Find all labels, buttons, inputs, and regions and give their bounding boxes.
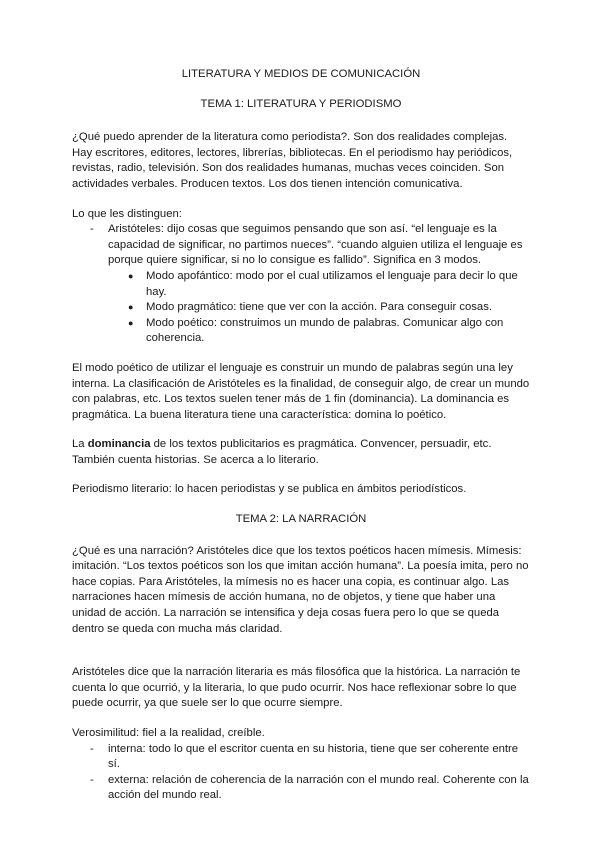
list-item-text: Aristóteles: dijo cosas que seguimos pensando que son así. “el lenguaje es la capacidad de significar, no partimos nueces”. “cuando alguien utiliza el lenguaje es porque quiere significar, si no lo consigue es fallido”. Significa en 3 modos. xyxy=(108,223,523,267)
list-item xyxy=(72,300,530,316)
paragraph-periodismo-literario: Periodismo literario: lo hacen periodistas y se publica en ámbitos periodísticos. xyxy=(72,483,467,496)
list-item xyxy=(72,222,530,269)
dash-list-aristoteles xyxy=(72,222,530,269)
list-item-text: Modo pragmático: tiene que ver con la acción. Para conseguir cosas. xyxy=(146,301,493,314)
bullet-marker: ● xyxy=(128,302,134,313)
document-title: LITERATURA Y MEDIOS DE COMUNICACIÓN xyxy=(181,68,421,80)
paragraph-distinguen: Lo que les distinguen: xyxy=(72,207,182,220)
bold-term: dominancia xyxy=(87,438,151,451)
dash-marker: - xyxy=(90,742,94,755)
bullet-marker: ● xyxy=(128,317,134,328)
list-item-text: Modo apofántico: modo por el cual utilizamos el lenguaje para decir lo que hay. xyxy=(146,269,518,298)
document-page xyxy=(72,67,530,804)
section-heading-tema1: TEMA 1: LITERATURA Y PERIODISMO xyxy=(200,97,402,110)
list-item-text: interna: todo lo que el escritor cuenta en su historia, tiene que ser coherente entre sí. xyxy=(108,742,519,771)
paragraph-narracion: ¿Qué es una narración? Aristóteles dice que los textos poéticos hacen mímesis. Mímesis: imitación. “Los textos poéticos son los que imitan acción humana”. La poesía imita, pero no hace copias. Para Aristóteles, la mímesis no es hacer una copia, es continuar algo. Las narraciones hacen mímesis de acción humana, no de objetos, y tiene que haber una unidad de acción. La narración se intensifica y deja cosas fuera pero lo que se queda dentro se queda con mucha más claridad. xyxy=(72,544,529,635)
list-item-text: Modo poético: construimos un mundo de palabras. Comunicar algo con coherencia. xyxy=(146,316,504,345)
paragraph-verosimilitud: Verosimilitud: fiel a la realidad, creíble. xyxy=(72,727,265,739)
paragraph-dominancia: La dominancia de los textos publicitarios es pragmática. Convencer, persuadir, etc. También cuenta historias. Se acerca a lo literario. xyxy=(72,438,492,466)
list-item xyxy=(72,742,530,773)
section-heading-tema2: TEMA 2: LA NARRACIÓN xyxy=(235,513,367,526)
list-item-text: externa: relación de coherencia de la narración con el mundo real. Coherente con la acción del mundo real. xyxy=(108,773,529,802)
bullet-marker: ● xyxy=(128,270,134,281)
paragraph-modo-poetico: El modo poético de utilizar el lenguaje es construir un mundo de palabras según una ley interna. La clasificación de Aristóteles es la finalidad, de conseguir algo, de crear un mundo con palabras, etc. Los textos suelen tener más de 1 fin (dominancia). La dominancia es pragmática. La buena literatura tiene una característica: domina lo poético. xyxy=(72,361,530,421)
bullet-list-modos xyxy=(72,269,530,347)
list-item xyxy=(72,316,530,347)
dash-list-verosimilitud xyxy=(72,742,530,804)
list-item xyxy=(72,773,530,804)
paragraph-filosofica: Aristóteles dice que la narración literaria es más filosófica que la histórica. La narración te cuenta lo que ocurrió, y la literaria, lo que pudo ocurrir. Nos hace reflexionar sobre lo que puede ocurrir, ya que suele ser lo que ocurre siempre. xyxy=(72,666,521,710)
list-item xyxy=(72,269,530,300)
dash-marker: - xyxy=(90,223,94,236)
dash-marker: - xyxy=(90,773,94,786)
paragraph-intro: ¿Qué puedo aprender de la literatura como periodista?. Son dos realidades complejas. Hay escritores, editores, lectores, librerías, bibliotecas. En el periodismo hay periódicos, revistas, radio, televisión. Son dos realidades humanas, muchas veces coinciden. Son actividades verbales. Producen textos. Los dos tienen intención comunicativa. xyxy=(72,131,513,190)
